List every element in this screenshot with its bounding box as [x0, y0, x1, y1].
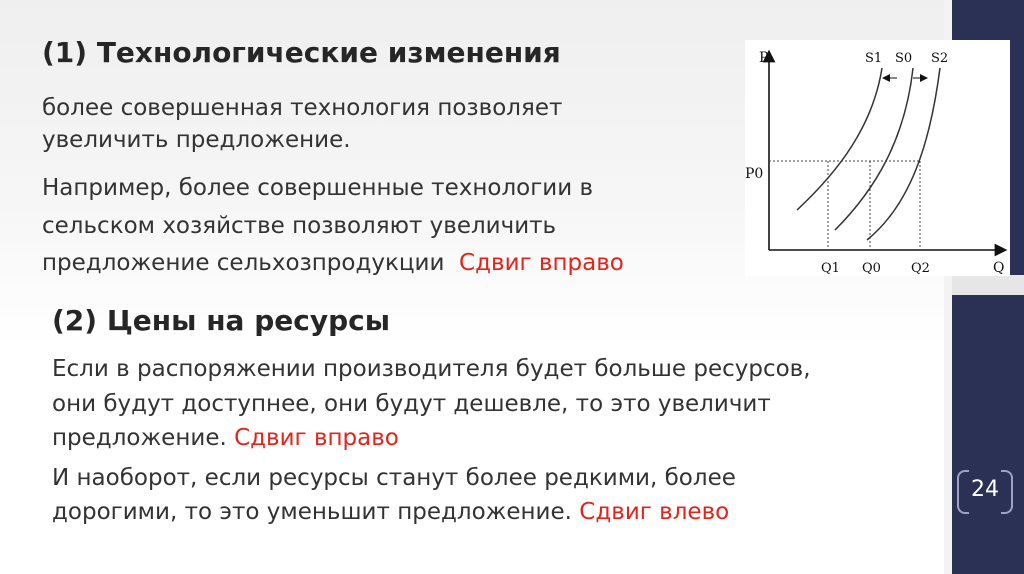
- page-number: [957, 470, 1013, 510]
- section1-para2-line2: сельском хозяйстве позволяют увеличить: [42, 213, 557, 239]
- sidebar-bottom-band: [952, 295, 1024, 574]
- shift-right-label-2: Сдвиг вправо: [234, 425, 399, 451]
- supply-shift-graph: [745, 40, 1010, 276]
- section2-para1-text: предложение.: [52, 425, 227, 451]
- section2-para1-line1: Если в распоряжении производителя будет больше ресурсов,: [52, 356, 811, 382]
- section1-para1-line1: более совершенная технология позволяет: [42, 95, 563, 121]
- section1-para1-line2: увеличить предложение.: [42, 127, 351, 153]
- section2-heading: (2) Цены на ресурсы: [52, 304, 391, 337]
- curve-label-s0: S0: [895, 51, 913, 66]
- section1-para2-line1: Например, более совершенные технологии в: [42, 175, 594, 201]
- page-number-text: 24: [971, 477, 999, 502]
- section2-para2-line1: И наоборот, если ресурсы станут более редкими, более: [52, 465, 736, 491]
- supply-curve-s2: [867, 68, 940, 240]
- y-axis-label: P: [759, 50, 769, 66]
- section1-para2-line3: [42, 247, 624, 279]
- sidebar-divider: [952, 275, 1024, 295]
- price-label: P0: [745, 166, 764, 182]
- right-bracket-icon: [1001, 470, 1013, 514]
- left-bracket-icon: [957, 470, 969, 514]
- section2-para1-line2: они будут доступнее, они будут дешевле, то это увеличит: [52, 391, 771, 417]
- section1-heading: (1) Технологические изменения: [42, 36, 561, 69]
- quantity-label-q0: Q0: [862, 261, 881, 276]
- section2-para1-line3: [52, 422, 399, 454]
- quantity-label-q1: Q1: [821, 261, 840, 276]
- curve-label-s2: S2: [931, 51, 949, 66]
- supply-curve-s0: [835, 68, 913, 230]
- quantity-label-q2: Q2: [911, 261, 930, 276]
- section2-para2-text: дорогими, то это уменьшит предложение.: [52, 499, 572, 525]
- shift-right-label: Сдвиг вправо: [459, 250, 624, 276]
- shift-left-label: Сдвиг влево: [579, 499, 730, 525]
- section1-para2-text: предложение сельхозпродукции: [42, 250, 445, 276]
- curve-label-s1: S1: [865, 51, 883, 66]
- section2-para2-line2: [52, 496, 729, 528]
- x-axis-label: Q: [993, 260, 1005, 276]
